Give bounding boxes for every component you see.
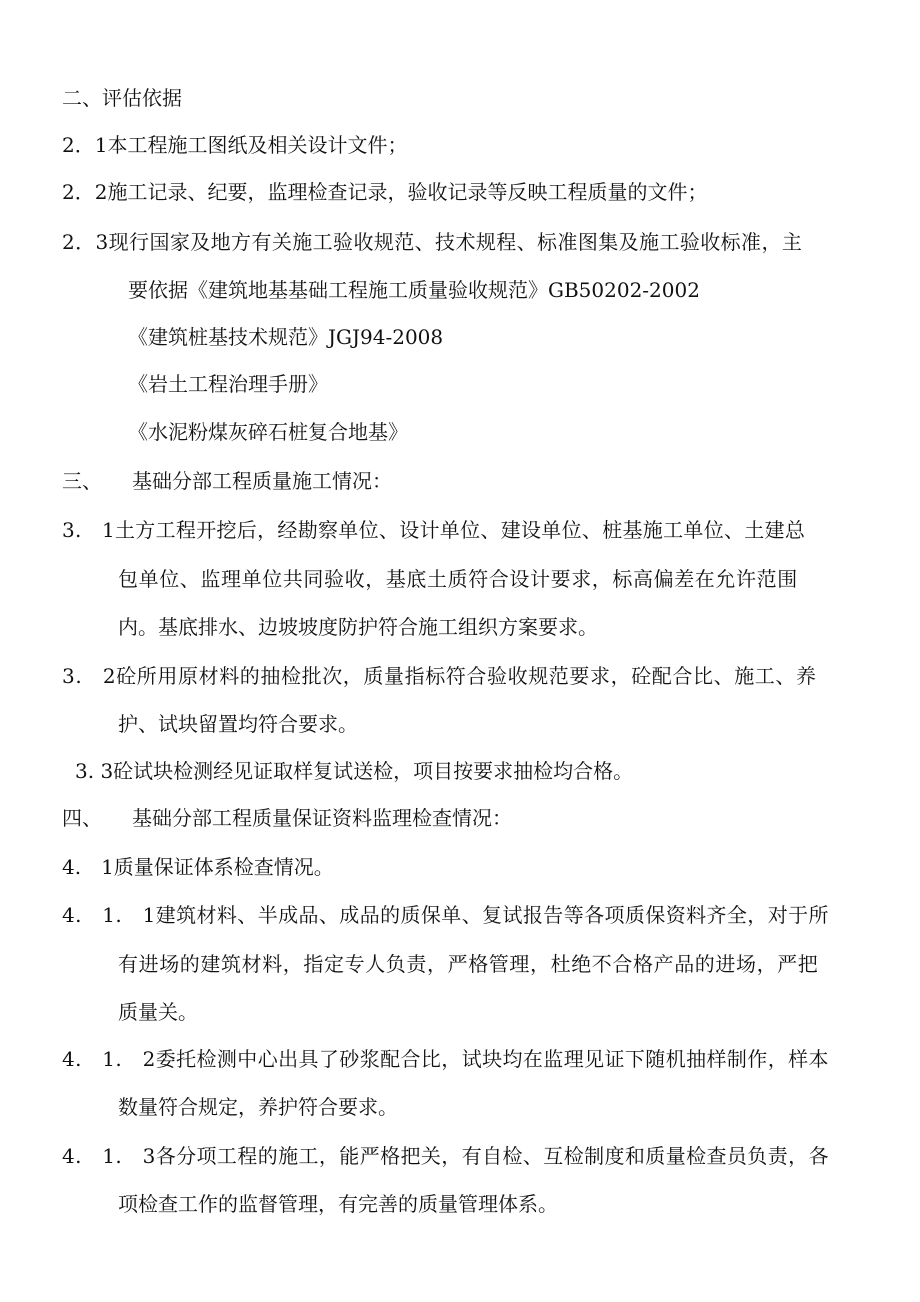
section-heading-3: 三、 基础分部工程质量施工情况：: [62, 469, 392, 493]
paragraph-3-2-line-2: 护、试块留置均符合要求。: [118, 712, 358, 736]
paragraph-4-1-3-line-1: 4. 1. 3各分项工程的施工，能严格把关，有自检、互检制度和质量检查员负责，各: [62, 1144, 829, 1168]
paragraph-4-1-1-line-3: 质量关。: [118, 1000, 198, 1024]
paragraph-3-1-line-1: 3. 1土方工程开挖后，经勘察单位、设计单位、建设单位、桩基施工单位、土建总: [62, 518, 806, 542]
section-heading-2: 二、评估依据: [62, 86, 182, 110]
paragraph-2-2: 2．2施工记录、纪要，监理检查记录，验收记录等反映工程质量的文件；: [62, 180, 708, 204]
paragraph-2-3-line-1: 2．3现行国家及地方有关施工验收规范、技术规程、标准图集及施工验收标准，主: [62, 230, 803, 254]
paragraph-4-1: 4. 1质量保证体系检查情况。: [62, 855, 334, 879]
paragraph-4-1-2-line-2: 数量符合规定，养护符合要求。: [118, 1095, 398, 1119]
reference-item-1: 《建筑桩基技术规范》JGJ94-2008: [128, 325, 444, 349]
paragraph-3-1-line-2: 包单位、监理单位共同验收，基底土质符合设计要求，标高偏差在允许范围: [118, 567, 798, 591]
paragraph-4-1-1-line-1: 4. 1. 1建筑材料、半成品、成品的质保单、复试报告等各项质保资料齐全，对于所: [62, 903, 829, 927]
reference-item-2: 《岩土工程治理手册》: [128, 372, 328, 396]
paragraph-4-1-3-line-2: 项检查工作的监督管理，有完善的质量管理体系。: [118, 1192, 558, 1216]
reference-item-3: 《水泥粉煤灰碎石桩复合地基》: [128, 420, 408, 444]
paragraph-4-1-1-line-2: 有进场的建筑材料，指定专人负责，严格管理，杜绝不合格产品的进场，严把: [118, 952, 819, 976]
paragraph-2-3-line-2: 要依据《建筑地基基础工程施工质量验收规范》GB50202-2002: [128, 278, 700, 302]
paragraph-2-1: 2．1本工程施工图纸及相关设计文件；: [62, 133, 408, 157]
paragraph-3-2-line-1: 3. 2砼所用原材料的抽检批次，质量指标符合验收规范要求，砼配合比、施工、养: [62, 664, 817, 688]
paragraph-3-1-line-3: 内。基底排水、边坡坡度防护符合施工组织方案要求。: [118, 615, 598, 639]
section-heading-4: 四、 基础分部工程质量保证资料监理检查情况：: [62, 806, 512, 830]
paragraph-4-1-2-line-1: 4. 1. 2委托检测中心出具了砂浆配合比，试块均在监理见证下随机抽样制作，样本: [62, 1047, 829, 1071]
paragraph-3-3: 3. 3砼试块检测经见证取样复试送检，项目按要求抽检均合格。: [75, 759, 634, 783]
